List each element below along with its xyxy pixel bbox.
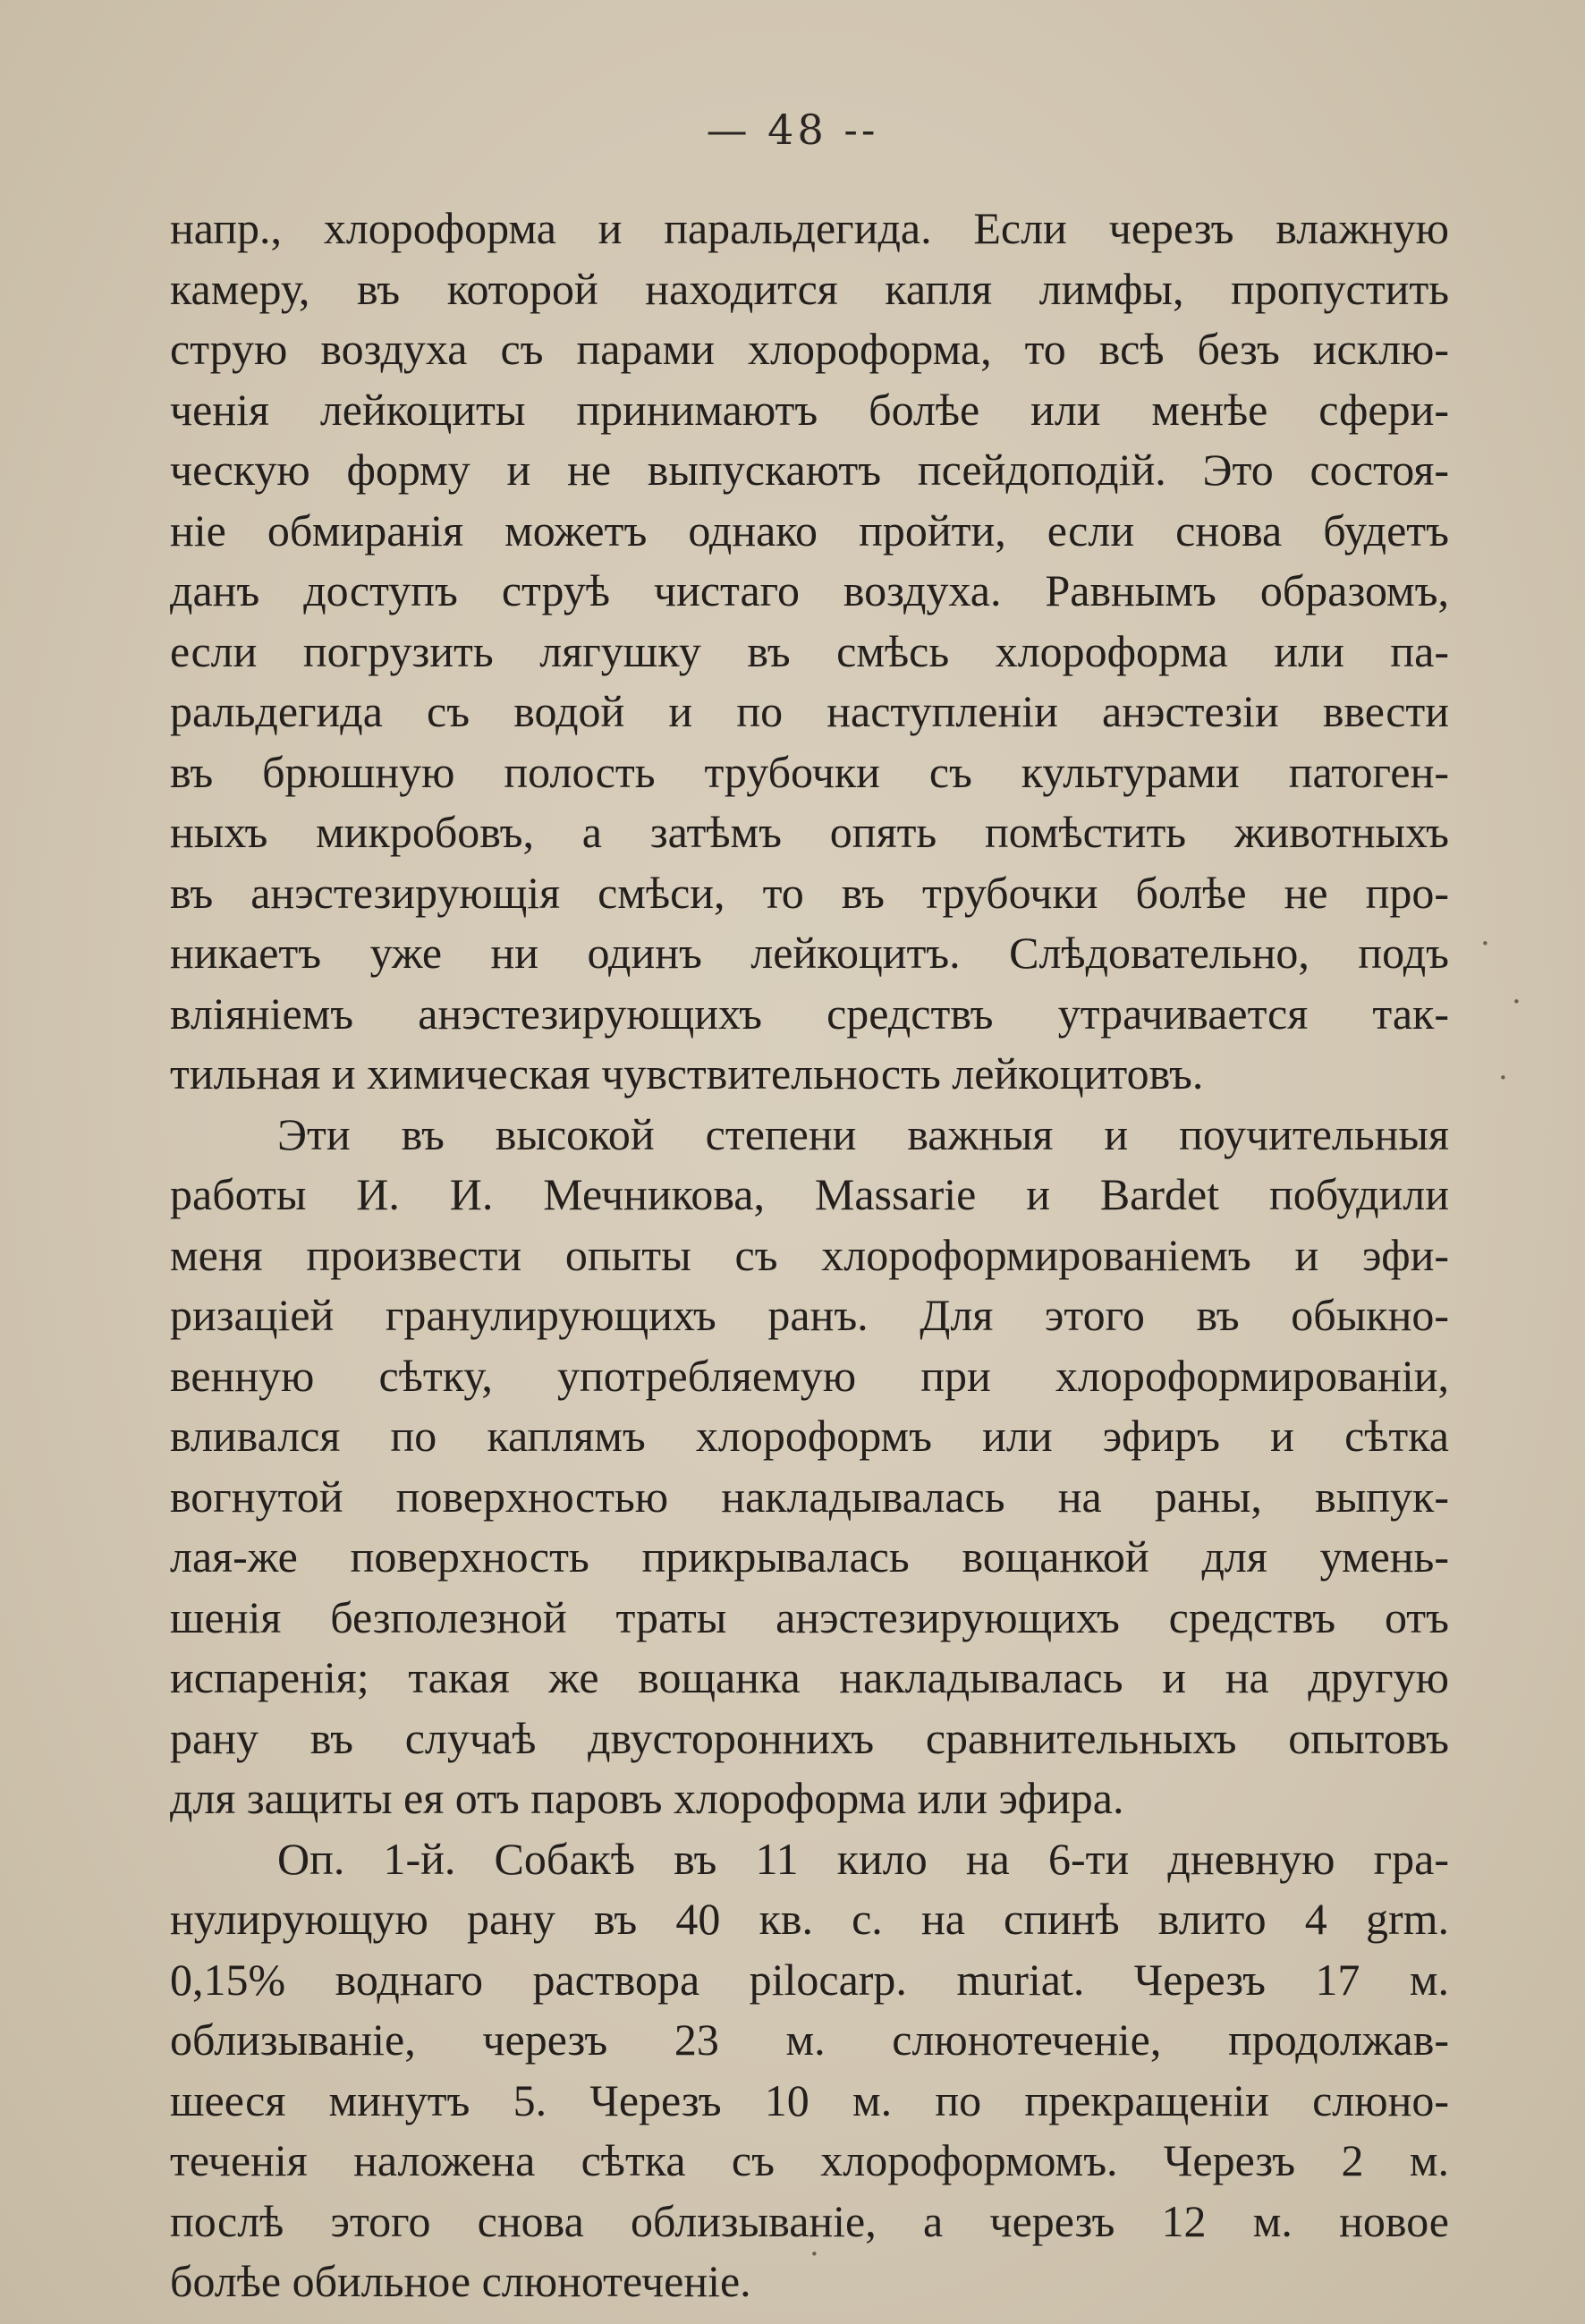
margin-speck-icon: · [809,2236,819,2272]
text-line: въ анэстезирующія смѣси, то въ трубочки болѣе не про- [170,867,1449,918]
text-line: нулирующую рану въ 40 кв. с. на спинѣ влито 4 grm. [170,1894,1449,1944]
text-line: шееся минутъ 5. Черезъ 10 м. по прекращеніи слюно- [170,2074,1449,2125]
text-line: Оп. 1-й. Собакѣ въ 11 кило на 6-ти дневную гра- [277,1833,1449,1884]
text-line: венную сѣтку, употребляемую при хлороформированіи, [170,1350,1449,1401]
text-line: меня произвести опыты съ хлороформированіемъ и эфи- [170,1229,1449,1280]
text-line: ченія лейкоциты принимаютъ болѣе или менѣе сфери- [170,384,1449,435]
text-line: въ брюшную полость трубочки съ культурами патоген- [170,746,1449,797]
text-line: вливался по каплямъ хлороформъ или эфиръ и сѣтка [170,1411,1449,1461]
margin-speck-icon: · [1480,926,1490,962]
text-line: если погрузить лягушку въ смѣсь хлороформа или па- [170,625,1449,676]
text-line: болѣе обильное слюнотеченіе. [170,2256,751,2306]
text-line: Эти въ высокой степени важныя и поучительныя [277,1108,1449,1159]
text-line: рану въ случаѣ двустороннихъ сравнительныхъ опытовъ [170,1712,1449,1763]
page-number: — 48 -- [706,106,879,154]
text-line: вліяніемъ анэстезирующихъ средствъ утрачивается так- [170,988,1449,1039]
text-line: ральдегида съ водой и по наступленіи анэстезіи ввести [170,686,1449,736]
text-line: работы И. И. Мечникова, Massarie и Bardet побудили [170,1169,1449,1219]
text-line: вогнутой поверхностью накладывалась на раны, выпук- [170,1471,1449,1522]
text-line: шенія безполезной траты анэстезирующихъ средствъ отъ [170,1591,1449,1642]
text-line: тильная и химическая чувствительность лейкоцитовъ. [170,1048,1204,1098]
body-text [170,199,1449,2312]
text-line: лая-же поверхность прикрывалась вощанкой для умень- [170,1531,1449,1582]
text-line: ныхъ микробовъ, а затѣмъ опять помѣстить животныхъ [170,807,1449,857]
margin-speck-icon: · [1512,984,1521,1020]
text-line: ризаціей гранулирующихъ ранъ. Для этого въ обыкно- [170,1290,1449,1340]
text-line: струю воздуха съ парами хлороформа, то всѣ безъ исклю- [170,324,1449,374]
text-line: послѣ этого снова облизываніе, а черезъ 12 м. новое [170,2195,1449,2246]
text-line: теченія наложена сѣтка съ хлороформомъ. Черезъ 2 м. [170,2135,1449,2185]
text-line: ніе обмиранія можетъ однако пройти, если снова будетъ [170,505,1449,556]
text-line: напр., хлороформа и паральдегида. Если черезъ влажную [170,203,1449,253]
text-line: для защиты ея отъ паровъ хлороформа или эфира. [170,1773,1124,1823]
text-line: камеру, въ которой находится капля лимфы, пропустить [170,263,1449,314]
paragraph-2 [170,1105,1449,1829]
text-line: никаетъ уже ни одинъ лейкоцитъ. Слѣдовательно, подъ [170,928,1449,978]
margin-speck-icon: · [1498,1060,1508,1096]
text-line: данъ доступъ струѣ чистаго воздуха. Равнымъ образомъ, [170,565,1449,615]
paragraph-1 [170,199,1449,1105]
text-line: ческую форму и не выпускаютъ псейдоподій. Это состоя- [170,445,1449,495]
text-line: испаренія; такая же вощанка накладывалась и на другую [170,1652,1449,1702]
text-line: облизываніе, черезъ 23 м. слюнотеченіе, продолжав- [170,2014,1449,2065]
text-line: 0,15% воднаго раствора pilocarp. muriat. Черезъ 17 м. [170,1954,1449,2005]
